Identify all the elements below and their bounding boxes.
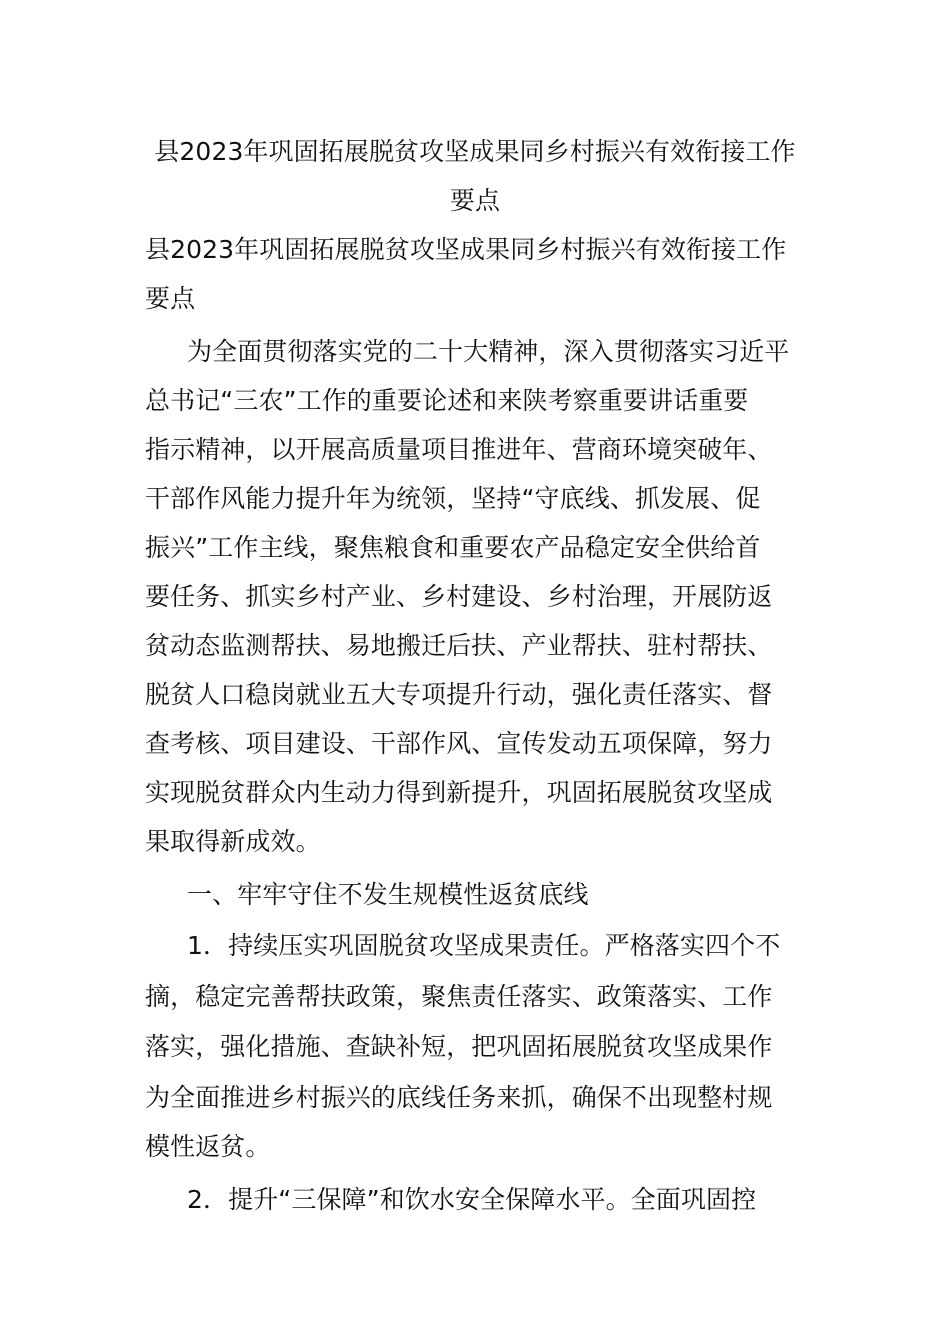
intro-paragraph-line: 振兴”工作主线，聚焦粮食和重要农产品稳定安全供给首 [145, 533, 761, 562]
document-subtitle-line-2: 要点 [145, 284, 196, 313]
section-heading: 一、牢牢守住不发生规模性返贫底线 [187, 880, 589, 909]
item-1-line: 落实，强化措施、查缺补短，把巩固拓展脱贫攻坚成果作 [145, 1032, 773, 1061]
intro-paragraph-line: 干部作风能力提升年为统领，坚持“守底线、抓发展、促 [145, 484, 761, 513]
intro-paragraph-line: 查考核、项目建设、干部作风、宣传发动五项保障，努力 [145, 729, 773, 758]
intro-paragraph-line: 指示精神，以开展高质量项目推进年、营商环境突破年、 [145, 435, 773, 464]
document-subtitle-line-1: 县2023年巩固拓展脱贫攻坚成果同乡村振兴有效衔接工作 [145, 235, 787, 264]
intro-paragraph-line: 要任务、抓实乡村产业、乡村建设、乡村治理，开展防返 [145, 582, 773, 611]
item-1-line: 摘，稳定完善帮扶政策，聚焦责任落实、政策落实、工作 [145, 982, 773, 1011]
item-1-line: 模性返贫。 [145, 1132, 271, 1161]
intro-paragraph-line: 总书记“三农”工作的重要论述和来陕考察重要讲话重要 [145, 386, 749, 415]
intro-paragraph-line: 实现脱贫群众内生动力得到新提升，巩固拓展脱贫攻坚成 [145, 778, 773, 807]
intro-paragraph-line: 果取得新成效。 [145, 827, 321, 856]
document-title-line-2: 要点 [449, 186, 501, 215]
item-2-line: 2．提升“三保障”和饮水安全保障水平。全面巩固控 [187, 1185, 757, 1214]
intro-paragraph-line: 脱贫人口稳岗就业五大专项提升行动，强化责任落实、督 [145, 680, 773, 709]
intro-paragraph-line: 贫动态监测帮扶、易地搬迁后扶、产业帮扶、驻村帮扶、 [145, 631, 773, 660]
intro-paragraph-line: 为全面贯彻落实党的二十大精神，深入贯彻落实习近平 [187, 337, 790, 366]
item-1-line: 为全面推进乡村振兴的底线任务来抓，确保不出现整村规 [145, 1083, 773, 1112]
document-title-line-1: 县2023年巩固拓展脱贫攻坚成果同乡村振兴有效衔接工作 [154, 137, 796, 166]
item-1-line: 1．持续压实巩固脱贫攻坚成果责任。严格落实四个不 [187, 931, 781, 960]
